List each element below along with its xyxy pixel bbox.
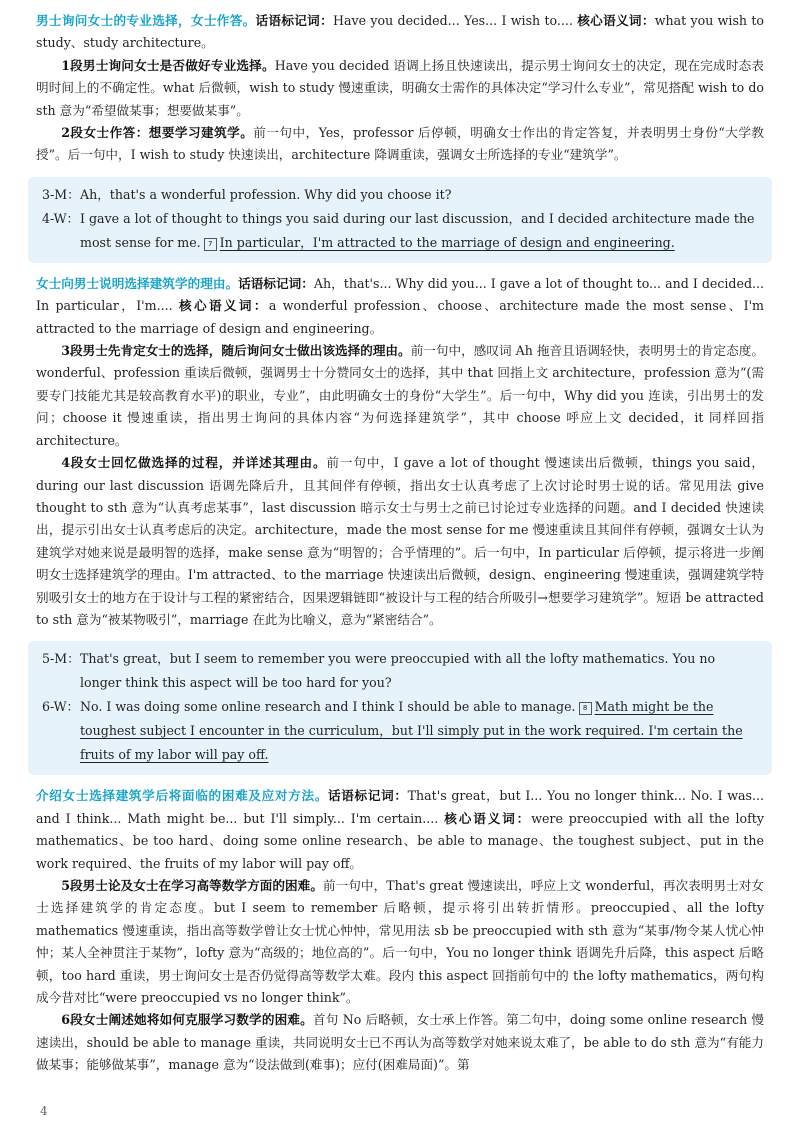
dialogue-line <box>42 647 758 695</box>
analysis-paragraph-1 <box>36 55 764 122</box>
paragraph-text: 前一句中，Yes，professor 后停顿，明确女士作出的肯定答复，并表明男士身份“大学教授”。后一句中，I wish to study 快速读出，architecture 降调重读，强调女士所选择的专业“建筑学”。 <box>36 125 764 163</box>
semantic-words: what you wish to study、study architecture。 <box>36 13 764 51</box>
paragraph-lead: 6段女士阐述她将如何克服学习数学的困难。 <box>61 1012 313 1028</box>
marker-words: Ah，that's... Why did you... I gave a lot of thought to... and I decided... In particular，I'm.... <box>36 275 765 314</box>
question-marker-icon: 8 <box>579 702 592 715</box>
key-sentence: Math might be the toughest subject I encounter in the curriculum，but I'll simply put in the work required. I'm certain the fruits of my labor will pay off. <box>80 699 743 763</box>
marker-words: That's great，but I... You no longer think... No. I was... and I think... Math might be... but I'll simply... I'm certain.... <box>36 788 765 826</box>
dialogue-box-1 <box>28 177 772 263</box>
analysis-paragraph-5 <box>36 875 764 1009</box>
marker-label: 话语标记词： <box>255 13 333 28</box>
paragraph-lead: 5段男士论及女士在学习高等数学方面的困难。 <box>61 877 323 893</box>
analysis-paragraph-6 <box>36 1009 764 1076</box>
marker-words: Have you decided... Yes... I wish to.... <box>333 13 573 28</box>
dialogue-line <box>42 183 758 207</box>
paragraph-text: 前一句中，That's great 慢速读出，呼应上文 wonderful，再次表明男士对女士选择建筑学的肯定态度。but I seem to remember 后略顿，提示将引出转折情形。preoccupied、all the lofty mathematics 慢速重读，指出高等数学曾让女士忧心忡忡，常见用法 sb be preoccupied with sth 意为“某事/物令某人忧心忡忡；某人全神贯注于某物”，lofty 意为“高级的；地位高的”。后一句中，You no longer think 语调先升后降，this aspect 后略顿，too hard 重读，男士询问女士是否仍觉得高等数学太难。段内 this aspect 回指前句中的 the lofty mathematics，两句构成今昔对比“were preoccupied vs no longer think”。 <box>36 877 764 1005</box>
page-number: 4 <box>40 1104 48 1118</box>
speaker-label: 3-M： <box>42 186 80 202</box>
paragraph-lead: 2段女士作答：想要学习建筑学。 <box>61 125 254 141</box>
marker-label: 话语标记词： <box>328 788 408 804</box>
section-heading: 女士向男士说明选择建筑学的理由。 <box>36 275 239 291</box>
dialogue-box-2 <box>28 641 772 775</box>
semantic-words: a wonderful profession、choose、architecture made the most sense、I'm attracted to the marriage of design and engineering。 <box>36 298 764 336</box>
section-heading: 男士询问女士的专业选择，女士作答。 <box>36 13 256 28</box>
marker-label: 话语标记词： <box>238 275 314 291</box>
paragraph-lead: 3段男士先肯定女士的选择，随后询问女士做出该选择的理由。 <box>61 343 411 359</box>
analysis-paragraph-4 <box>36 452 764 631</box>
analysis-paragraph-2 <box>36 122 764 167</box>
analysis-paragraph-3 <box>36 340 764 452</box>
key-sentence: In particular，I'm attracted to the marriage of design and engineering. <box>219 234 675 250</box>
speaker-label: 6-W： <box>42 699 80 715</box>
dialogue-line <box>42 695 758 767</box>
section-intro-2 <box>36 273 764 340</box>
paragraph-text: Have you decided 语调上扬且快速读出，提示男士询问女士的决定，现在完成时态表明时间上的不确定性。what 后微顿，wish to study 慢速重读，明确女士需作的具体决定“学习什么专业”，常见搭配 wish to do sth 意为“希望做某事；想要做某事”。 <box>36 57 764 118</box>
paragraph-text: 前一句中，感叹词 Ah 拖音且语调轻快，表明男士的肯定态度。wonderful、profession 重读后微顿，强调男士十分赞同女士的选择，其中 that 回指上文 architecture，profession 意为“(需要专门技能尤其是较高教育水平)的职业，专业”，由此明确女士的身份“大学生”。后一句中，Why did you 连读，引出男士的发问；choose it 慢速重读，指出男士询问的具体内容“为何选择建筑学”，其中 choose 呼应上文 decided，it 同样回指 architecture。 <box>36 343 765 448</box>
paragraph-text: 首句 No 后略顿，女士承上作答。第二句中，doing some online research 慢速读出，should be able to manage 重读，共同说明女士已不再认为高等数学对她来说太难了，be able to do sth 意为“有能力做某事；能够做某事”，manage 意为“设法做到(难事)；应付(困难局面)”。第 <box>36 1012 764 1073</box>
dialogue-text: Ah，that's a wonderful profession. Why did you choose it? <box>80 186 452 202</box>
speaker-label: 5-M： <box>42 651 80 667</box>
section-intro-3 <box>36 785 764 875</box>
dialogue-text: That's great，but I seem to remember you were preoccupied with all the lofty mathematics. You no longer think this aspect will be too hard for you? <box>80 651 716 691</box>
semantic-label: 核心语义词： <box>444 810 532 826</box>
question-marker-icon: 7 <box>204 238 217 251</box>
semantic-label: 核心语义词： <box>179 298 269 314</box>
semantic-words: were preoccupied with all the lofty mathematics、be too hard、doing some online research、be able to manage、the toughest subject、put in the work required、the fruits of my labor will pay off。 <box>36 810 764 871</box>
semantic-label: 核心语义词： <box>577 13 655 28</box>
section-intro-1 <box>36 10 764 55</box>
dialogue-line <box>42 207 758 255</box>
paragraph-text: 前一句中，I gave a lot of thought 慢速读出后微顿，things you said，during our last discussion 语调先降后升，且其间伴有停顿，指出女士认真考虑了上次讨论时男士说的话。常见用法 give thought to sth 意为“认真考虑某事”，last discussion 暗示女士与男士之前已讨论过专业选择的问题。and I decided 快速读出，提示引出女士认真考虑后的决定。architecture，made the most sense for me 慢速重读且其间伴有停顿，强调女士认为建筑学对她来说是最明智的选择，make sense 意为“明智的；合乎情理的”。后一句中，In particular 后停顿，提示将进一步阐明女士选择建筑学的理由。I'm attracted、to the marriage 快速读出后微顿，design、engineering 慢速重读，强调建筑学特别吸引女士的地方在于设计与工程的紧密结合，因果逻辑链即“被设计与工程的结合所吸引→想要学习建筑学”。短语 be attracted to sth 意为“被某物吸引”，marriage 在此为比喻义，意为“紧密结合”。 <box>36 455 764 627</box>
paragraph-lead: 1段男士询问女士是否做好专业选择。 <box>61 57 275 73</box>
dialogue-text: I gave a lot of thought to things you said during our last discussion，and I decided architecture made the most sense for me. <box>80 210 755 250</box>
speaker-label: 4-W： <box>42 210 80 226</box>
section-heading: 介绍女士选择建筑学后将面临的困难及应对方法。 <box>36 788 329 804</box>
dialogue-text: No. I was doing some online research and I think I should be able to manage. <box>80 699 576 715</box>
paragraph-lead: 4段女士回忆做选择的过程，并详述其理由。 <box>61 455 327 471</box>
